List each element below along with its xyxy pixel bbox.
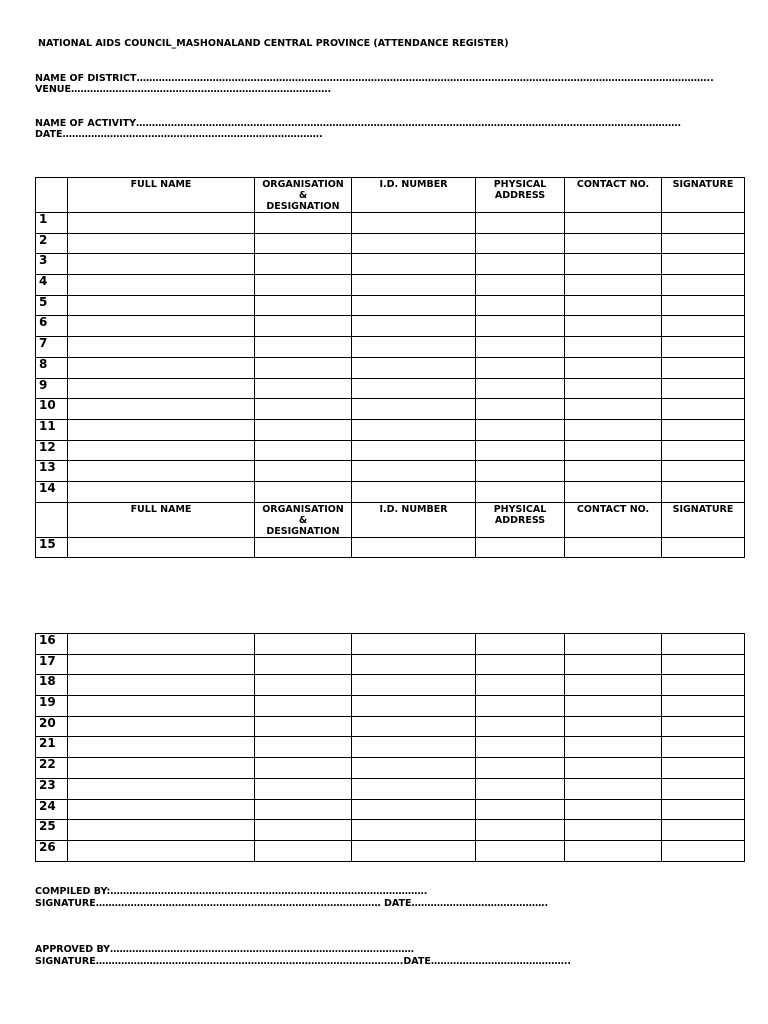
header-id-number [352,178,476,213]
row-number: 10 [36,399,68,420]
organisation-cell[interactable] [255,461,352,482]
row-number: 9 [36,378,68,399]
signature-cell[interactable] [662,799,745,820]
id-number-cell[interactable] [352,378,476,399]
table-row [36,357,745,378]
full-name-cell[interactable] [68,778,255,799]
full-name-cell[interactable] [68,275,255,296]
row-number: 22 [36,758,68,779]
row-number: 25 [36,820,68,841]
signature-cell[interactable] [662,737,745,758]
signature-cell[interactable] [662,419,745,440]
header-full-name [68,178,255,213]
address-cell[interactable] [476,316,565,337]
row-number: 20 [36,716,68,737]
id-number-cell[interactable] [352,419,476,440]
full-name-cell[interactable] [68,357,255,378]
row-number: 13 [36,461,68,482]
id-number-cell[interactable] [352,654,476,675]
signature-cell[interactable] [662,840,745,861]
id-number-cell[interactable] [352,233,476,254]
organisation-cell[interactable] [255,378,352,399]
full-name-cell[interactable] [68,213,255,234]
full-name-cell[interactable] [68,481,255,502]
id-number-cell[interactable] [352,737,476,758]
table-row [36,799,745,820]
id-number-cell[interactable] [352,481,476,502]
header-full-name [68,502,255,537]
table-row [36,840,745,861]
organisation-cell[interactable] [255,357,352,378]
full-name-cell[interactable] [68,696,255,717]
row-number: 26 [36,840,68,861]
organisation-cell[interactable] [255,696,352,717]
header-no [36,502,68,537]
table-row [36,337,745,358]
id-number-cell[interactable] [352,213,476,234]
id-number-cell[interactable] [352,778,476,799]
organisation-cell[interactable] [255,799,352,820]
address-cell[interactable] [476,233,565,254]
signature-cell[interactable] [662,778,745,799]
organisation-cell[interactable] [255,675,352,696]
organisation-cell[interactable] [255,758,352,779]
header-contact-no-text: CONTACT NO. [576,503,650,515]
contact-cell[interactable] [565,233,662,254]
contact-cell[interactable] [565,778,662,799]
row-number: 16 [36,634,68,655]
header-organisation-designation-text: DESIGNATION [266,525,340,537]
row-number: 14 [36,481,68,502]
full-name-cell[interactable] [68,461,255,482]
organisation-cell[interactable] [255,213,352,234]
header-signature-text: SIGNATURE [672,503,734,515]
row-number: 24 [36,799,68,820]
id-number-cell[interactable] [352,357,476,378]
header-no [36,178,68,213]
header-signature [662,178,745,213]
date-field[interactable]: DATE………………………………………………………………………. [35,129,323,140]
id-number-cell[interactable] [352,799,476,820]
attendance-table-1 [35,177,745,558]
full-name-cell[interactable] [68,337,255,358]
address-cell[interactable] [476,737,565,758]
id-number-cell[interactable] [352,461,476,482]
contact-cell[interactable] [565,295,662,316]
full-name-cell[interactable] [68,254,255,275]
contact-cell[interactable] [565,275,662,296]
contact-cell[interactable] [565,378,662,399]
district-field[interactable]: NAME OF DISTRICT……………………………………………………………………………………………………………………………………………………………….. [35,73,714,84]
full-name-cell[interactable] [68,799,255,820]
table-row [36,440,745,461]
full-name-cell[interactable] [68,399,255,420]
organisation-cell[interactable] [255,737,352,758]
row-number: 21 [36,737,68,758]
row-number: 3 [36,254,68,275]
address-cell[interactable] [476,820,565,841]
header-physical-address-text: ADDRESS [494,190,546,201]
address-cell[interactable] [476,337,565,358]
signature-cell[interactable] [662,820,745,841]
contact-cell[interactable] [565,799,662,820]
header-full-name-text: FULL NAME [130,179,192,190]
contact-cell[interactable] [565,758,662,779]
organisation-cell[interactable] [255,233,352,254]
organisation-cell[interactable] [255,254,352,275]
table-row [36,820,745,841]
document-title: NATIONAL AIDS COUNCIL_MASHONALAND CENTRAL PROVINCE (ATTENDANCE REGISTER) [38,38,509,49]
header-contact-no [565,502,662,537]
full-name-cell[interactable] [68,675,255,696]
id-number-cell[interactable] [352,399,476,420]
id-number-cell[interactable] [352,337,476,358]
id-number-cell[interactable] [352,820,476,841]
contact-cell[interactable] [565,696,662,717]
table-row [36,758,745,779]
id-number-cell[interactable] [352,696,476,717]
contact-cell[interactable] [565,337,662,358]
signature-cell[interactable] [662,213,745,234]
contact-cell[interactable] [565,654,662,675]
signature-cell[interactable] [662,654,745,675]
header-physical-address-text: PHYSICAL [493,503,547,515]
signature-cell[interactable] [662,399,745,420]
full-name-cell[interactable] [68,716,255,737]
table-header-row [36,502,745,537]
header-physical-address [476,502,565,537]
organisation-cell[interactable] [255,840,352,861]
address-cell[interactable] [476,778,565,799]
header-organisation-designation-text: ORGANISATION [262,503,344,515]
address-cell[interactable] [476,675,565,696]
header-signature [662,502,745,537]
signature-cell[interactable] [662,481,745,502]
signature-cell[interactable] [662,254,745,275]
address-cell[interactable] [476,399,565,420]
table-row [36,295,745,316]
address-cell[interactable] [476,378,565,399]
contact-cell[interactable] [565,716,662,737]
row-number: 11 [36,419,68,440]
header-id-number-text: I.D. NUMBER [379,503,448,515]
id-number-cell[interactable] [352,758,476,779]
id-number-cell[interactable] [352,275,476,296]
address-cell[interactable] [476,799,565,820]
header-contact-no [565,178,662,213]
table-row [36,419,745,440]
contact-cell[interactable] [565,357,662,378]
table-row [36,634,745,655]
row-number: 6 [36,316,68,337]
table-row [36,716,745,737]
approved-by-field[interactable]: APPROVED BY…………………………………………………………………………………… [35,944,415,955]
header-contact-no-text: CONTACT NO. [576,179,650,190]
address-cell[interactable] [476,758,565,779]
contact-cell[interactable] [565,419,662,440]
address-cell[interactable] [476,537,565,558]
table-row [36,737,745,758]
full-name-cell[interactable] [68,378,255,399]
contact-cell[interactable] [565,213,662,234]
id-number-cell[interactable] [352,840,476,861]
contact-cell[interactable] [565,737,662,758]
organisation-cell[interactable] [255,820,352,841]
full-name-cell[interactable] [68,419,255,440]
contact-cell[interactable] [565,840,662,861]
address-cell[interactable] [476,840,565,861]
full-name-cell[interactable] [68,840,255,861]
table-row [36,481,745,502]
header-physical-address-text: ADDRESS [494,514,546,526]
id-number-cell[interactable] [352,440,476,461]
contact-cell[interactable] [565,481,662,502]
approved-signature-date-field[interactable]: SIGNATURE…………………………………………………………………………………….DATE…………………………………….. [35,956,572,967]
id-number-cell[interactable] [352,675,476,696]
id-number-cell[interactable] [352,295,476,316]
signature-cell[interactable] [662,675,745,696]
address-cell[interactable] [476,634,565,655]
signature-cell[interactable] [662,461,745,482]
full-name-cell[interactable] [68,820,255,841]
table-row [36,316,745,337]
signature-cell[interactable] [662,337,745,358]
full-name-cell[interactable] [68,634,255,655]
contact-cell[interactable] [565,820,662,841]
address-cell[interactable] [476,295,565,316]
row-number: 23 [36,778,68,799]
organisation-cell[interactable] [255,537,352,558]
address-cell[interactable] [476,275,565,296]
organisation-cell[interactable] [255,275,352,296]
signature-cell[interactable] [662,696,745,717]
row-number: 8 [36,357,68,378]
id-number-cell[interactable] [352,634,476,655]
contact-cell[interactable] [565,461,662,482]
signature-cell[interactable] [662,758,745,779]
signature-cell[interactable] [662,295,745,316]
address-cell[interactable] [476,481,565,502]
table-row [36,778,745,799]
compiled-signature-date-field[interactable]: SIGNATURE……………………………………………………………………………… DATE……………………………………. [35,898,549,909]
id-number-cell[interactable] [352,716,476,737]
table-row [36,233,745,254]
row-number: 19 [36,696,68,717]
address-cell[interactable] [476,654,565,675]
address-cell[interactable] [476,254,565,275]
table-row [36,213,745,234]
header-organisation-designation [255,178,352,213]
header-organisation-designation-text: & [298,190,308,201]
header-signature-text: SIGNATURE [672,179,734,190]
contact-cell[interactable] [565,634,662,655]
signature-cell[interactable] [662,634,745,655]
contact-cell[interactable] [565,440,662,461]
table-row [36,654,745,675]
row-number: 4 [36,275,68,296]
activity-field[interactable]: NAME OF ACTIVITY………………………………………………………………………………………………………………………………………………………. [35,118,682,129]
venue-field[interactable]: VENUE………………………………………………………………………. [35,84,332,95]
header-id-number-text: I.D. NUMBER [379,179,448,190]
header-organisation-designation-text: ORGANISATION [262,179,344,190]
organisation-cell[interactable] [255,654,352,675]
id-number-cell[interactable] [352,537,476,558]
full-name-cell[interactable] [68,233,255,254]
header-full-name-text: FULL NAME [130,503,192,515]
table-row [36,696,745,717]
organisation-cell[interactable] [255,399,352,420]
signature-cell[interactable] [662,440,745,461]
organisation-cell[interactable] [255,316,352,337]
header-organisation-designation-text: & [298,514,308,526]
signature-cell[interactable] [662,716,745,737]
signature-cell[interactable] [662,316,745,337]
table-row [36,537,745,558]
address-cell[interactable] [476,461,565,482]
address-cell[interactable] [476,419,565,440]
signature-cell[interactable] [662,233,745,254]
id-number-cell[interactable] [352,316,476,337]
full-name-cell[interactable] [68,295,255,316]
signature-cell[interactable] [662,357,745,378]
row-number: 18 [36,675,68,696]
table-header-row [36,178,745,213]
table-row [36,378,745,399]
id-number-cell[interactable] [352,254,476,275]
organisation-cell[interactable] [255,295,352,316]
full-name-cell[interactable] [68,440,255,461]
organisation-cell[interactable] [255,634,352,655]
table-row [36,461,745,482]
row-number: 1 [36,213,68,234]
row-number: 5 [36,295,68,316]
organisation-cell[interactable] [255,716,352,737]
header-physical-address-text: PHYSICAL [493,179,547,190]
signature-cell[interactable] [662,378,745,399]
organisation-cell[interactable] [255,440,352,461]
contact-cell[interactable] [565,399,662,420]
contact-cell[interactable] [565,675,662,696]
table-row [36,399,745,420]
row-number: 15 [36,537,68,558]
table-row [36,275,745,296]
address-cell[interactable] [476,716,565,737]
address-cell[interactable] [476,696,565,717]
full-name-cell[interactable] [68,758,255,779]
full-name-cell[interactable] [68,316,255,337]
full-name-cell[interactable] [68,737,255,758]
full-name-cell[interactable] [68,537,255,558]
table-row [36,675,745,696]
compiled-by-field[interactable]: COMPILED BY:………………………………………………………………………………………. [35,886,428,897]
address-cell[interactable] [476,213,565,234]
signature-cell[interactable] [662,275,745,296]
table-row [36,254,745,275]
address-cell[interactable] [476,357,565,378]
row-number: 7 [36,337,68,358]
contact-cell[interactable] [565,537,662,558]
header-id-number [352,502,476,537]
organisation-cell[interactable] [255,481,352,502]
row-number: 17 [36,654,68,675]
header-physical-address [476,178,565,213]
organisation-cell[interactable] [255,337,352,358]
row-number: 2 [36,233,68,254]
signature-cell[interactable] [662,537,745,558]
contact-cell[interactable] [565,316,662,337]
header-organisation-designation-text: DESIGNATION [266,201,340,212]
full-name-cell[interactable] [68,654,255,675]
row-number: 12 [36,440,68,461]
address-cell[interactable] [476,440,565,461]
organisation-cell[interactable] [255,778,352,799]
attendance-table-2 [35,633,745,862]
organisation-cell[interactable] [255,419,352,440]
contact-cell[interactable] [565,254,662,275]
header-organisation-designation [255,502,352,537]
